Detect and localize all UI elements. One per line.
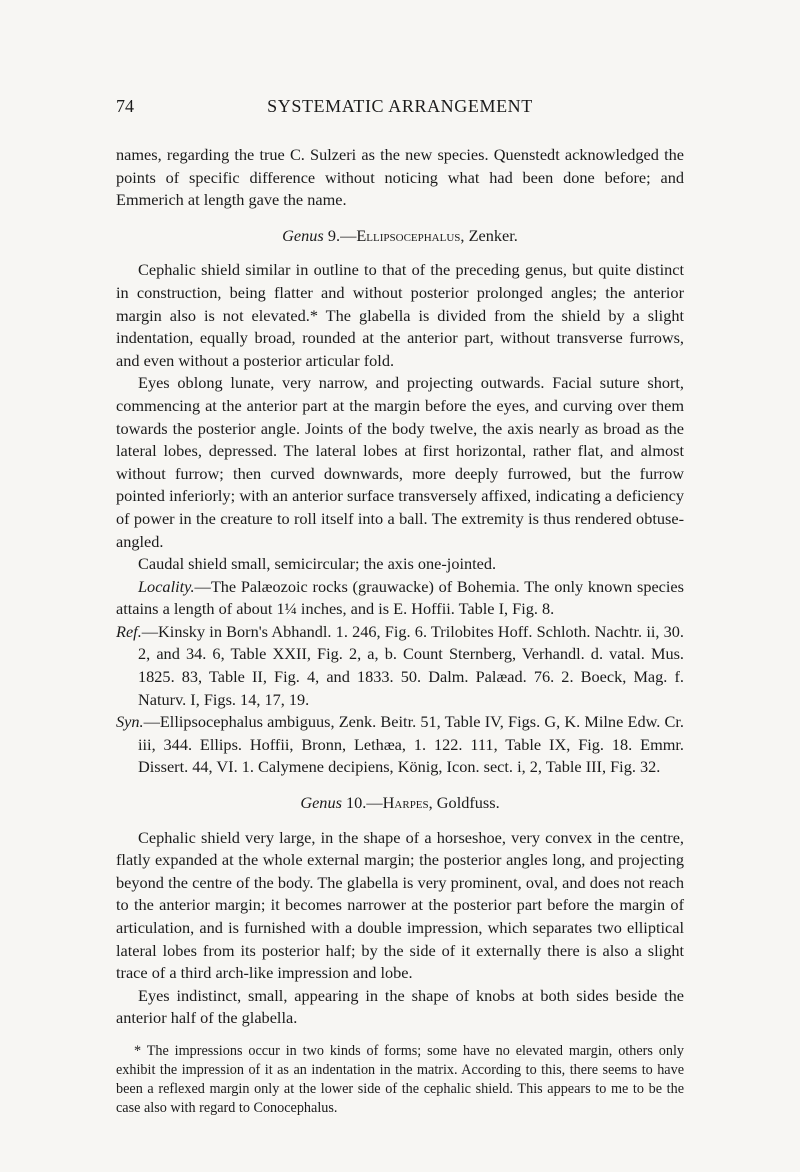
ref-text: —Kinsky in Born's Abhandl. 1. 246, Fig. 6. Trilobites Hoff. Schloth. Nachtr. ii, 30. 2, and 34. 6, Table XXII, Fig. 2, a, b. Count Sternberg, Verhandl. d. vatal. Mus. 1825. 83, Table II, Fig. 4, and 1833. 50. Dalm. Palæad. 76. 2. Boeck, Mag. f. Naturv. I, Figs. 14, 17, 19. <box>138 621 684 709</box>
locality-paragraph <box>116 576 684 621</box>
ref-label: Ref. <box>116 621 142 641</box>
synonyms-paragraph <box>116 711 684 779</box>
footnote <box>116 1042 684 1118</box>
genus-number: 10. <box>346 793 367 813</box>
genus-author: Zenker. <box>468 225 518 245</box>
locality-label: Locality. <box>138 576 195 596</box>
syn-label: Syn. <box>116 712 144 732</box>
references-paragraph <box>116 621 684 711</box>
page-header <box>116 96 684 120</box>
running-title: SYSTEMATIC ARRANGEMENT <box>267 96 533 116</box>
caudal-shield-paragraph: Caudal shield small, semicircular; the axis one-jointed. <box>138 554 497 574</box>
page-number: 74 <box>116 96 134 116</box>
footnote-text: * The impressions occur in two kinds of forms; some have no elevated margin, others only exhibit the impression of it as an indentation in the matrix. According to this, there seems to have been a reflexed margin only at the lower side of the cephalic shield. This appears to me to be the case also with regard to Conocephalus. <box>116 1042 684 1116</box>
harpes-shield-paragraph: Cephalic shield very large, in the shape of a horseshoe, very convex in the centre, flatly expanded at the whole external margin; the posterior angles long, and projecting beyond the centre of the body. The glabella is very prominent, oval, and does not reach to the anterior margin; it becomes narrower at the posterior part before the margin of articulation, and is furnished with a double impression, which separates two elliptical lateral lobes from its posterior half; by the side of it externally there is also a slight trace of a third arch-like impression and lobe. <box>116 827 684 983</box>
harpes-eyes-paragraph: Eyes indistinct, small, appearing in the shape of knobs at both sides beside the anterior half of the glabella. <box>116 985 684 1028</box>
genus-author: Goldfuss. <box>436 793 500 813</box>
locality-text: —The Palæozoic rocks (grauwacke) of Bohemia. The only known species attains a length of about 1¼ inches, and is E. Hoffii. Table I, Fig. 8. <box>116 576 684 619</box>
genus-10-heading: Genus 10.—Harpes, Goldfuss. <box>300 793 500 813</box>
main-text <box>116 144 684 1118</box>
genus-number: 9. <box>327 225 341 245</box>
genus-label: Genus <box>282 225 324 245</box>
genus-label: Genus <box>300 793 342 813</box>
paragraph-continuation: names, regarding the true C. Sulzeri as the new species. Quenstedt acknowledged the points of specific difference without noticing what had been done before; and Emmerich at length gave the name. <box>116 145 684 210</box>
cephalic-shield-paragraph: Cephalic shield similar in outline to that of the preceding genus, but quite distinct in construction, being flatter and without posterior prolonged angles; the anterior margin also is not elevated.* The glabella is divided from the shield by a slight indentation, equally broad, rounded at the anterior part, without transverse furrows, and even without a posterior articular fold. <box>116 260 684 370</box>
genus-name: Ellipsocephalus <box>356 225 461 245</box>
syn-text: —Ellipsocephalus ambiguus, Zenk. Beitr. 51, Table IV, Figs. G, K. Milne Edw. Cr. iii, 344. Ellips. Hoffii, Bronn, Lethæa, 1. 122. 111, Table IX, Fig. 18. Emmr. Dissert. 44, VI. 1. Calymene decipiens, König, Icon. sect. i, 2, Table III, Fig. 32. <box>138 712 684 777</box>
genus-name: Harpes <box>382 793 429 813</box>
genus-9-heading: Genus 9.—Ellipsocephalus, Zenker. <box>282 225 518 245</box>
eyes-paragraph: Eyes oblong lunate, very narrow, and projecting outwards. Facial suture short, commencing at the anterior part at the margin before the eyes, and curving over them towards the posterior angle. Joints of the body twelve, the axis nearly as broad as the lateral lobes, depressed. The lateral lobes at first horizontal, rather flat, and almost without furrow; then curved downwards, more deeply furrowed, but the furrow pointed inferiorly; with an anterior surface transversely affixed, indicating a deficiency of power in the creature to roll itself into a ball. The extremity is thus rendered obtuse-angled. <box>116 373 684 551</box>
